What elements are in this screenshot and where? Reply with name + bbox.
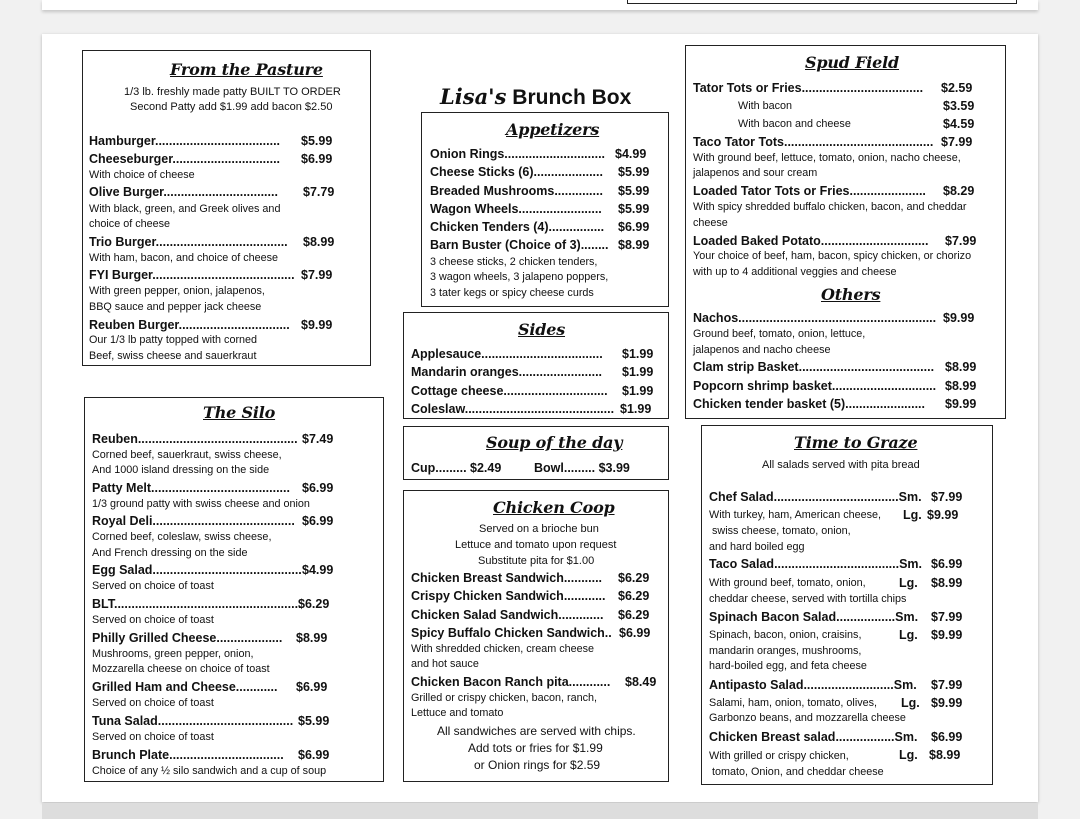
blt-price: $6.29: [298, 597, 330, 611]
chicken-breast-salad-name: Chicken Breast salad.................Sm.: [709, 730, 918, 744]
cheeseburger-name: Cheeseburger...............................: [89, 152, 281, 166]
taco-salad-desc-2: cheddar cheese, served with tortilla chips: [709, 593, 907, 605]
fyi-burger-desc-1: With green pepper, onion, jalapenos,: [89, 285, 265, 297]
buffalo-desc-2: and hot sauce: [411, 658, 479, 670]
taco-salad-name: Taco Salad....................................Sm.: [709, 557, 923, 571]
crispy-chicken-price: $6.29: [618, 589, 650, 603]
chicken-footer-3: or Onion rings for $2.59: [474, 758, 601, 772]
wagon-wheels-name: Wagon Wheels........................: [430, 202, 602, 216]
with-bacon-label: With bacon: [738, 100, 793, 112]
barn-buster-price: $8.99: [618, 238, 650, 252]
bacon-ranch-name: Chicken Bacon Ranch pita............: [411, 675, 611, 689]
barn-buster-desc-3: 3 tater kegs or spicy cheese curds: [430, 287, 594, 299]
hamburger-price: $5.99: [301, 134, 333, 148]
reuben-desc-2: And 1000 island dressing on the side: [92, 464, 270, 476]
chef-salad-desc-3: and hard boiled egg: [709, 541, 805, 553]
restaurant-name-rest: Brunch Box: [506, 86, 632, 109]
reuben-burger-name: Reuben Burger................................: [89, 318, 290, 332]
chef-salad-desc-1: With turkey, ham, American cheese,: [709, 509, 882, 521]
egg-salad-price: $4.99: [302, 563, 334, 577]
baked-potato-desc-2: with up to 4 additional veggies and cheese: [693, 266, 897, 278]
olive-burger-price: $7.79: [303, 185, 335, 199]
popcorn-shrimp-name: Popcorn shrimp basket..............................: [693, 379, 937, 393]
taco-tots-desc-1: With ground beef, lettuce, tomato, onion, nacho cheese,: [693, 152, 961, 164]
reuben-burger-desc-2: Beef, swiss cheese and sauerkraut: [89, 350, 257, 362]
breaded-mushrooms-name: Breaded Mushrooms..............: [430, 184, 603, 198]
restaurant-name-script: Lisa's: [440, 84, 507, 109]
spinach-salad-lg-label: Lg.: [899, 628, 918, 642]
brunch-plate-desc: Choice of any ½ silo sandwich and a cup of soup: [92, 765, 327, 777]
reuben-desc-1: Corned beef, sauerkraut, swiss cheese,: [92, 449, 282, 461]
taco-salad-desc-1: With ground beef, tomato, onion,: [709, 577, 866, 589]
coleslaw-price: $1.99: [620, 402, 652, 416]
trio-burger-price: $8.99: [303, 235, 335, 249]
spinach-salad-sm-price: $7.99: [931, 610, 963, 624]
brunch-plate-name: Brunch Plate.................................: [92, 748, 284, 762]
next-page-gap: [42, 803, 1038, 819]
antipasto-salad-desc-2: Garbonzo beans, and mozzarella cheese: [709, 712, 906, 724]
appetizers-title: Appetizers: [506, 120, 600, 139]
mandarin-name: Mandarin oranges........................: [411, 365, 603, 379]
barn-buster-name: Barn Buster (Choice of 3)........: [430, 238, 609, 252]
fyi-burger-name: FYI Burger.........................................: [89, 268, 295, 282]
blt-name: BLT......................................................: [92, 597, 302, 611]
chicken-tenders-name: Chicken Tenders (4)................: [430, 220, 605, 234]
chicken-intro-2: Lettuce and tomato upon request: [455, 539, 617, 551]
chef-salad-name: Chef Salad....................................Sm.: [709, 490, 922, 504]
cheese-sticks-price: $5.99: [618, 165, 650, 179]
chicken-breast-price: $6.29: [618, 571, 650, 585]
onion-rings-name: Onion Rings.............................: [430, 147, 606, 161]
nachos-desc-1: Ground beef, tomato, onion, lettuce,: [693, 328, 866, 340]
fyi-burger-desc-2: BBQ sauce and pepper jack cheese: [89, 301, 262, 313]
breaded-mushrooms-price: $5.99: [618, 184, 650, 198]
loaded-tots-desc-2: cheese: [693, 217, 728, 229]
chicken-footer-2: Add tots or fries for $1.99: [468, 741, 603, 755]
chef-salad-sm-price: $7.99: [931, 490, 963, 504]
olive-burger-desc-1: With black, green, and Greek olives and: [89, 203, 281, 215]
royal-deli-desc-1: Corned beef, coleslaw, swiss cheese,: [92, 531, 272, 543]
reuben-burger-desc-1: Our 1/3 lb patty topped with corned: [89, 334, 258, 346]
philly-desc-2: Mozzarella cheese on choice of toast: [92, 663, 270, 675]
graze-title: Time to Graze: [794, 433, 918, 452]
grilled-ham-desc: Served on choice of toast: [92, 697, 214, 709]
chicken-breast-salad-sm-price: $6.99: [931, 730, 963, 744]
reuben-name: Reuben..............................................: [92, 432, 298, 446]
chicken-tender-basket-name: Chicken tender basket (5).......................: [693, 397, 926, 411]
onion-rings-price: $4.99: [615, 147, 647, 161]
trio-burger-name: Trio Burger......................................: [89, 235, 288, 249]
applesauce-price: $1.99: [622, 347, 654, 361]
crispy-chicken-name: Crispy Chicken Sandwich............: [411, 589, 606, 603]
clam-strip-name: Clam strip Basket.......................................: [693, 360, 935, 374]
tator-tots-name: Tator Tots or Fries...................................: [693, 81, 924, 95]
tuna-salad-price: $5.99: [298, 714, 330, 728]
with-bacon-price: $3.59: [943, 99, 975, 113]
chicken-breast-salad-lg-label: Lg.: [899, 748, 918, 762]
spinach-salad-name: Spinach Bacon Salad.................Sm.: [709, 610, 919, 624]
egg-salad-desc: Served on choice of toast: [92, 580, 214, 592]
with-bacon-cheese-label: With bacon and cheese: [738, 118, 851, 130]
nachos-price: $9.99: [943, 311, 975, 325]
trio-burger-desc: With ham, bacon, and choice of cheese: [89, 252, 279, 264]
chicken-breast-salad-desc-2: tomato, Onion, and cheddar cheese: [712, 766, 884, 778]
silo-title: The Silo: [203, 403, 276, 422]
buffalo-name: Spicy Buffalo Chicken Sandwich..: [411, 626, 612, 640]
grilled-ham-price: $6.99: [296, 680, 328, 694]
patty-melt-price: $6.99: [302, 481, 334, 495]
spinach-salad-desc-1: Spinach, bacon, onion, craisins,: [709, 629, 862, 641]
taco-salad-sm-price: $6.99: [931, 557, 963, 571]
olive-burger-desc-2: choice of cheese: [89, 218, 171, 230]
chicken-footer-1: All sandwiches are served with chips.: [437, 724, 636, 738]
egg-salad-name: Egg Salad...........................................: [92, 563, 302, 577]
chef-salad-lg-label: Lg.: [903, 508, 922, 522]
previous-page-box: [627, 0, 1017, 4]
restaurant-name: [440, 84, 631, 110]
chicken-salad-price: $6.29: [618, 608, 650, 622]
cottage-name: Cottage cheese..............................: [411, 384, 608, 398]
spud-field-title: Spud Field: [805, 53, 900, 72]
fyi-burger-price: $7.99: [301, 268, 333, 282]
pasture-intro-2: Second Patty add $1.99 add bacon $2.50: [130, 101, 333, 113]
taco-tots-name: Taco Tator Tots...........................................: [693, 135, 934, 149]
chicken-breast-name: Chicken Breast Sandwich...........: [411, 571, 603, 585]
patty-melt-name: Patty Melt........................................: [92, 481, 290, 495]
soup-bowl: Bowl......... $3.99: [534, 461, 630, 475]
bacon-ranch-price: $8.49: [625, 675, 657, 689]
loaded-tots-name: Loaded Tator Tots or Fries......................: [693, 184, 926, 198]
olive-burger-name: Olive Burger.................................: [89, 185, 278, 199]
pasture-title: From the Pasture: [170, 60, 323, 79]
reuben-price: $7.49: [302, 432, 334, 446]
antipasto-salad-name: Antipasto Salad..........................Sm.: [709, 678, 917, 692]
applesauce-name: Applesauce...................................: [411, 347, 603, 361]
chicken-intro-1: Served on a brioche bun: [479, 523, 599, 535]
cheeseburger-desc: With choice of cheese: [89, 169, 195, 181]
cheeseburger-price: $6.99: [301, 152, 333, 166]
spinach-salad-lg-price: $9.99: [931, 628, 963, 642]
clam-strip-price: $8.99: [945, 360, 977, 374]
royal-deli-name: Royal Deli.........................................: [92, 514, 295, 528]
royal-deli-price: $6.99: [302, 514, 334, 528]
coleslaw-name: Coleslaw...........................................: [411, 402, 615, 416]
soup-cup: Cup......... $2.49: [411, 461, 502, 475]
patty-melt-desc: 1/3 ground patty with swiss cheese and onion: [92, 498, 310, 510]
others-title: Others: [821, 285, 881, 304]
popcorn-shrimp-price: $8.99: [945, 379, 977, 393]
philly-desc-1: Mushrooms, green pepper, onion,: [92, 648, 254, 660]
antipasto-salad-desc-1: Salami, ham, onion, tomato, olives,: [709, 697, 878, 709]
bacon-ranch-desc-2: Lettuce and tomato: [411, 707, 504, 719]
taco-salad-lg-price: $8.99: [931, 576, 963, 590]
chef-salad-desc-2: swiss cheese, tomato, onion,: [712, 525, 851, 537]
baked-potato-name: Loaded Baked Potato...............................: [693, 234, 929, 248]
nachos-desc-2: jalapenos and nacho cheese: [693, 344, 831, 356]
chicken-breast-salad-desc-1: With grilled or crispy chicken,: [709, 750, 849, 762]
pasture-intro-1: 1/3 lb. freshly made patty BUILT TO ORDER: [124, 86, 341, 98]
spinach-salad-desc-3: hard-boiled egg, and feta cheese: [709, 660, 867, 672]
taco-tots-desc-2: jalapenos and sour cream: [693, 167, 818, 179]
nachos-name: Nachos.........................................................: [693, 311, 937, 325]
with-bacon-cheese-price: $4.59: [943, 117, 975, 131]
baked-potato-price: $7.99: [945, 234, 977, 248]
brunch-plate-price: $6.99: [298, 748, 330, 762]
chicken-intro-3: Substitute pita for $1.00: [478, 555, 595, 567]
barn-buster-desc-1: 3 cheese sticks, 2 chicken tenders,: [430, 256, 598, 268]
antipasto-salad-sm-price: $7.99: [931, 678, 963, 692]
baked-potato-desc-1: Your choice of beef, ham, bacon, spicy chicken, or chorizo: [693, 250, 972, 262]
chicken-tender-basket-price: $9.99: [945, 397, 977, 411]
cottage-price: $1.99: [622, 384, 654, 398]
antipasto-salad-lg-label: Lg.: [901, 696, 920, 710]
mandarin-price: $1.99: [622, 365, 654, 379]
chicken-breast-salad-lg-price: $8.99: [929, 748, 961, 762]
buffalo-price: $6.99: [619, 626, 651, 640]
hamburger-name: Hamburger....................................: [89, 134, 281, 148]
antipasto-salad-lg-price: $9.99: [931, 696, 963, 710]
tator-tots-price: $2.59: [941, 81, 973, 95]
taco-salad-lg-label: Lg.: [899, 576, 918, 590]
philly-price: $8.99: [296, 631, 328, 645]
chef-salad-lg-price: $9.99: [927, 508, 959, 522]
chicken-coop-title: Chicken Coop: [493, 498, 615, 517]
wagon-wheels-price: $5.99: [618, 202, 650, 216]
soup-title: Soup of the day: [486, 433, 623, 452]
philly-name: Philly Grilled Cheese...................: [92, 631, 283, 645]
tuna-salad-name: Tuna Salad.......................................: [92, 714, 294, 728]
bacon-ranch-desc-1: Grilled or crispy chicken, bacon, ranch,: [411, 692, 598, 704]
royal-deli-desc-2: And French dressing on the side: [92, 547, 248, 559]
blt-desc: Served on choice of toast: [92, 614, 214, 626]
tuna-salad-desc: Served on choice of toast: [92, 731, 214, 743]
chicken-tenders-price: $6.99: [618, 220, 650, 234]
buffalo-desc-1: With shredded chicken, cream cheese: [411, 643, 595, 655]
chicken-salad-name: Chicken Salad Sandwich.............: [411, 608, 604, 622]
cheese-sticks-name: Cheese Sticks (6)....................: [430, 165, 603, 179]
grilled-ham-name: Grilled Ham and Cheese............: [92, 680, 278, 694]
barn-buster-desc-2: 3 wagon wheels, 3 jalapeno poppers,: [430, 271, 609, 283]
reuben-burger-price: $9.99: [301, 318, 333, 332]
loaded-tots-desc-1: With spicy shredded buffalo chicken, bacon, and cheddar: [693, 201, 967, 213]
graze-intro: All salads served with pita bread: [762, 459, 920, 471]
taco-tots-price: $7.99: [941, 135, 973, 149]
loaded-tots-price: $8.29: [943, 184, 975, 198]
spinach-salad-desc-2: mandarin oranges, mushrooms,: [709, 645, 862, 657]
sides-title: Sides: [518, 320, 566, 339]
